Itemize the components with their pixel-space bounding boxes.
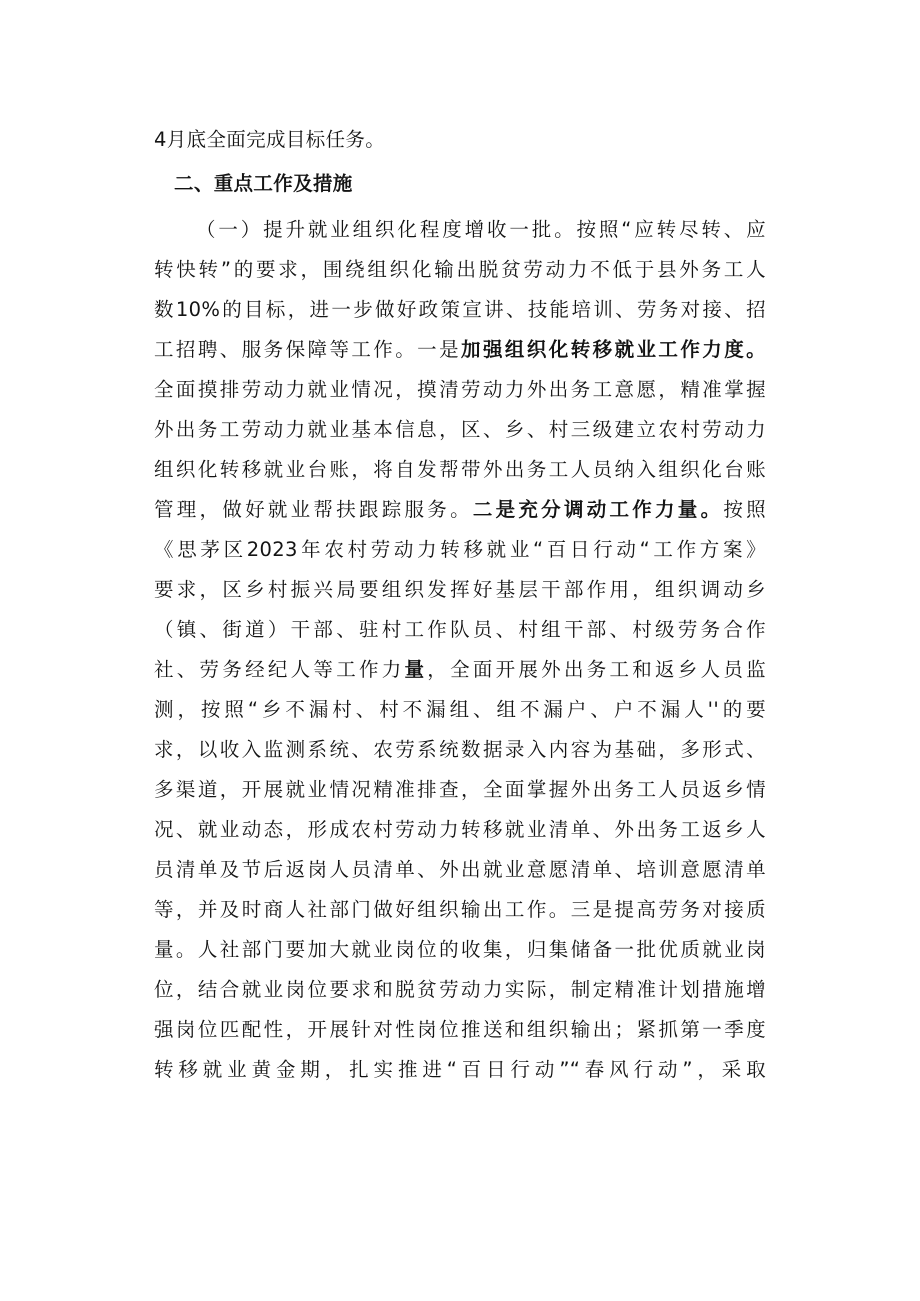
body-text: 按照	[723, 498, 766, 521]
body-line: 转快转”的要求，围绕组织化输出脱贫劳动力不低于县外务工人	[154, 258, 766, 281]
body-line: 组织化转移就业台账，将自发帮带外出务工人员纳入组织化台账	[154, 458, 766, 481]
body-line: 况、就业动态，形成农村劳动力转移就业清单、外出务工返乡人	[154, 818, 766, 841]
body-text: 工招聘、服务保障等工作。一是	[154, 338, 462, 361]
bold-measure-title: 二是充分调动工作力量。	[472, 498, 724, 521]
body-line: 转移就业黄金期，扎实推进“百日行动”“春风行动”，采取	[154, 1058, 766, 1081]
body-line: 测，按照“乡不漏村、村不漏组、组不漏户、户不漏人''的要	[154, 698, 766, 721]
body-line: 《思茅区2023年农村劳动力转移就业“百日行动“工作方案》	[154, 538, 766, 561]
bold-character: 量	[404, 658, 428, 681]
body-line: 外出务工劳动力就业基本信息，区、乡、村三级建立农村劳动力	[154, 418, 766, 441]
body-line: 多渠道，开展就业情况精准排查，全面掌握外出务工人员返乡情	[154, 778, 766, 801]
body-line: 位，结合就业岗位要求和脱贫劳动力实际，制定精准计划措施增	[154, 978, 766, 1001]
body-line: 员清单及节后返岗人员清单、外出就业意愿清单、培训意愿清单	[154, 858, 766, 881]
body-line: 量。人社部门要加大就业岗位的收集，归集储备一批优质就业岗	[154, 938, 766, 961]
paragraph-continuation-line: 4月底全面完成目标任务。	[154, 128, 386, 151]
body-line: 要求，区乡村振兴局要组织发挥好基层干部作用，组织调动乡	[154, 578, 766, 601]
subsection-first-line: （一）提升就业组织化程度增收一批。按照“应转尽转、应	[196, 218, 766, 241]
body-text: 社、劳务经纪人等工作力	[154, 658, 405, 681]
section-heading: 二、重点工作及措施	[174, 172, 353, 195]
body-line: 求，以收入监测系统、农劳系统数据录入内容为基础，多形式、	[154, 738, 766, 761]
body-line-with-bold	[154, 336, 766, 364]
body-line: 等，并及时商人社部门做好组织输出工作。三是提高劳务对接质	[154, 898, 766, 921]
body-line-with-bold	[154, 656, 766, 684]
body-line: （镇、街道）干部、驻村工作队员、村组干部、村级劳务合作	[154, 618, 766, 641]
body-line: 强岗位匹配性，开展针对性岗位推送和组织输出；紧抓第一季度	[154, 1018, 766, 1041]
body-text: 管理，做好就业帮扶跟踪服务。	[154, 498, 473, 521]
body-text: ，全面开展外出务工和返乡人员监	[427, 658, 766, 681]
bold-measure-title: 加强组织化转移就业工作力度。	[461, 338, 767, 361]
body-line: 全面摸排劳动力就业情况，摸清劳动力外出务工意愿，精准掌握	[154, 378, 766, 401]
body-line: 数10%的目标，进一步做好政策宣讲、技能培训、劳务对接、招	[154, 298, 766, 321]
body-line-with-bold	[154, 496, 766, 524]
